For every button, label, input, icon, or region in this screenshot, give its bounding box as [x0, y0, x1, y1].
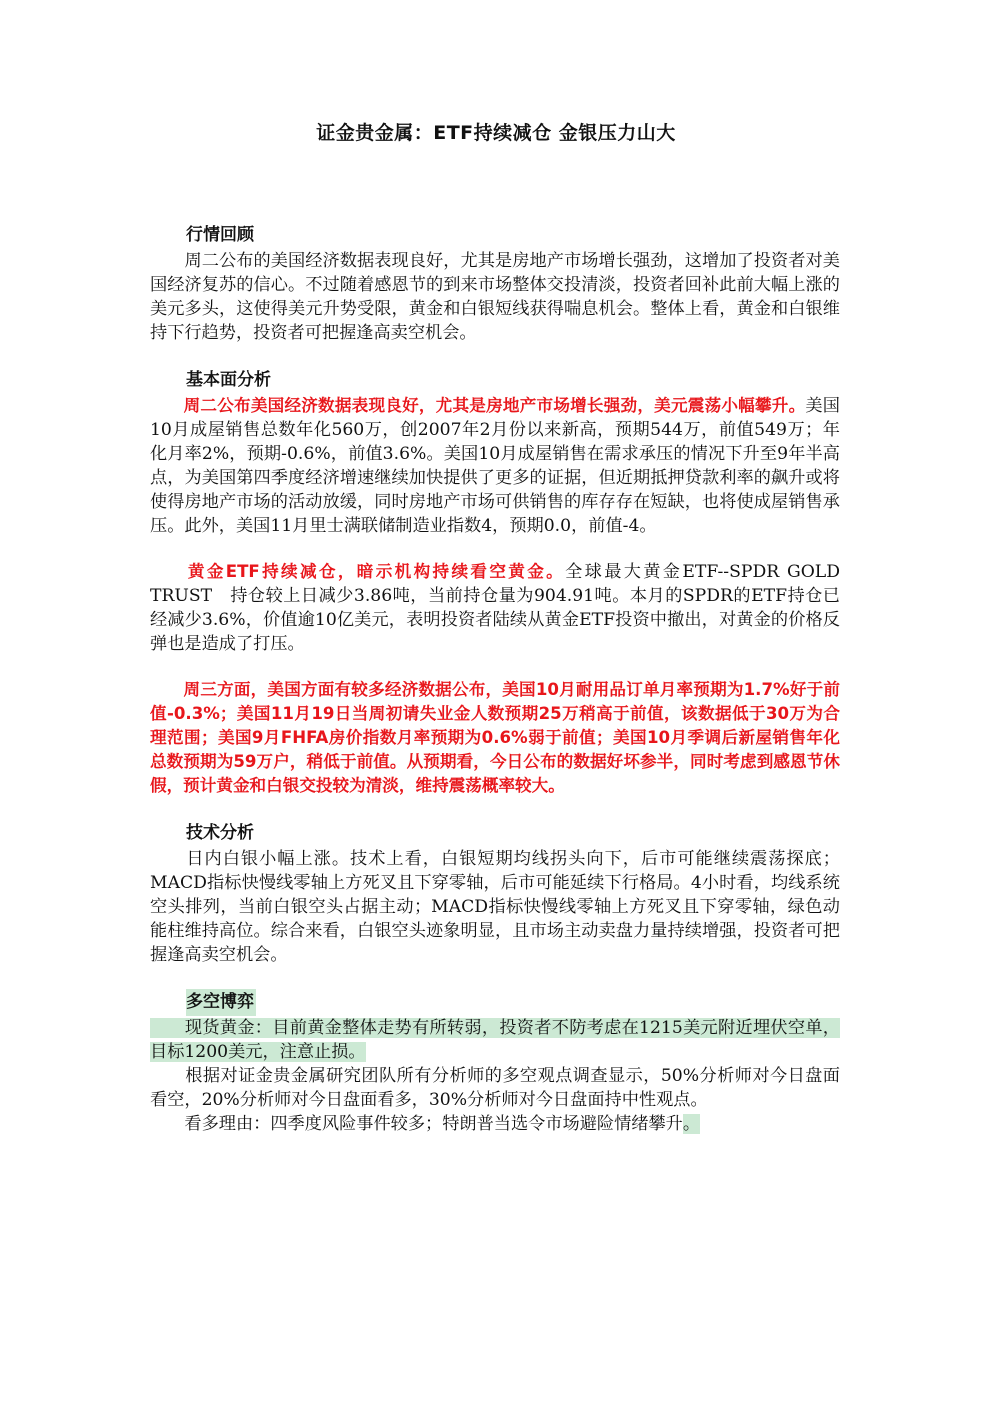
document-body: [150, 222, 840, 1136]
bull-reason-end: 。: [682, 1114, 701, 1134]
section-heading-longshort: 多空博弈: [186, 989, 256, 1016]
review-paragraph: 周二公布的美国经济数据表现良好，尤其是房地产市场增长强劲，这增加了投资者对美国经济复苏的信心。不过随着感恩节的到来市场整体交投清淡，投资者回补此前大幅上涨的美元多头，这使得美元升势受限，黄金和白银短线获得喘息机会。整体上看，黄金和白银维持下行趋势，投资者可把握逢高卖空机会。: [150, 251, 840, 343]
fundamental-paragraph-2: [150, 560, 840, 656]
document-title: 证金贵金属：ETF持续减仓 金银压力山大: [316, 122, 676, 144]
fundamental-highlight-2: 黄金ETF持续减仓，暗示机构持续看空黄金。: [150, 562, 566, 581]
bull-reason-paragraph: [150, 1112, 840, 1136]
technical-paragraph: 日内白银小幅上涨。技术上看，白银短期均线拐头向下，后市可能继续震荡探底；MACD指标快慢线零轴上方死叉且下穿零轴，后市可能延续下行格局。4小时看，均线系统空头排列，当前白银空头占据主动；MACD指标快慢线零轴上方死叉且下穿零轴，绿色动能柱维持高位。综合来看，白银空头迹象明显，且市场主动卖盘力量持续增强，投资者可把握逢高卖空机会。: [150, 849, 840, 965]
fundamental-text-2: 全球最大黄金ETF--SPDR GOLD TRUST 持仓较上日减少3.86吨，当前持仓量为904.91吨。本月的SPDR的ETF持仓已经减少3.6%，价值逾10亿美元，表明投资者陆续从黄金ETF投资中撤出，对黄金的价格反弹也是造成了打压。: [150, 562, 840, 654]
spot-gold-highlight: 现货黄金：目前黄金整体走势有所转弱，投资者不防考虑在1215美元附近埋伏空单，目标1200美元，注意止损。: [150, 1018, 840, 1062]
spot-gold-paragraph: [150, 1016, 840, 1064]
section-heading-review: 行情回顾: [186, 225, 254, 245]
bull-reason-text: 看多理由：四季度风险事件较多；特朗普当选令市场避险情绪攀升: [150, 1114, 683, 1134]
fundamental-text-1: 美国10月成屋销售总数年化560万，创2007年2月份以来新高，预期544万，前值549万；年化月率2%，预期-0.6%，前值3.6%。美国10月成屋销售在需求承压的情况下升至9年半高点，为美国第四季度经济增速继续加快提供了更多的证据，但近期抵押贷款利率的飙升或将使得房地产市场的活动放缓，同时房地产市场可供销售的库存存在短缺，也将使成屋销售承压。此外，美国11月里士满联储制造业指数4，预期0.0，前值-4。: [150, 396, 840, 536]
fundamental-highlight-1: 周二公布美国经济数据表现良好，尤其是房地产市场增长强劲，美元震荡小幅攀升。: [150, 396, 806, 415]
section-heading-technical: 技术分析: [186, 823, 254, 843]
section-heading-fundamental: 基本面分析: [186, 370, 271, 390]
fundamental-paragraph-3: 周三方面，美国方面有较多经济数据公布，美国10月耐用品订单月率预期为1.7%好于前值-0.3%；美国11月19日当周初请失业金人数预期25万稍高于前值，该数据低于30万为合理范围；美国9月FHFA房价指数月率预期为0.6%弱于前值；美国10月季调后新屋销售年化总数预期为59万户，稍低于前值。从预期看，今日公布的数据好坏参半，同时考虑到感恩节休假，预计黄金和白银交投较为清淡，维持震荡概率较大。: [150, 680, 840, 795]
fundamental-paragraph-1: [150, 394, 840, 538]
survey-paragraph: 根据对证金贵金属研究团队所有分析师的多空观点调查显示，50%分析师对今日盘面看空，20%分析师对今日盘面看多，30%分析师对今日盘面持中性观点。: [150, 1066, 840, 1110]
